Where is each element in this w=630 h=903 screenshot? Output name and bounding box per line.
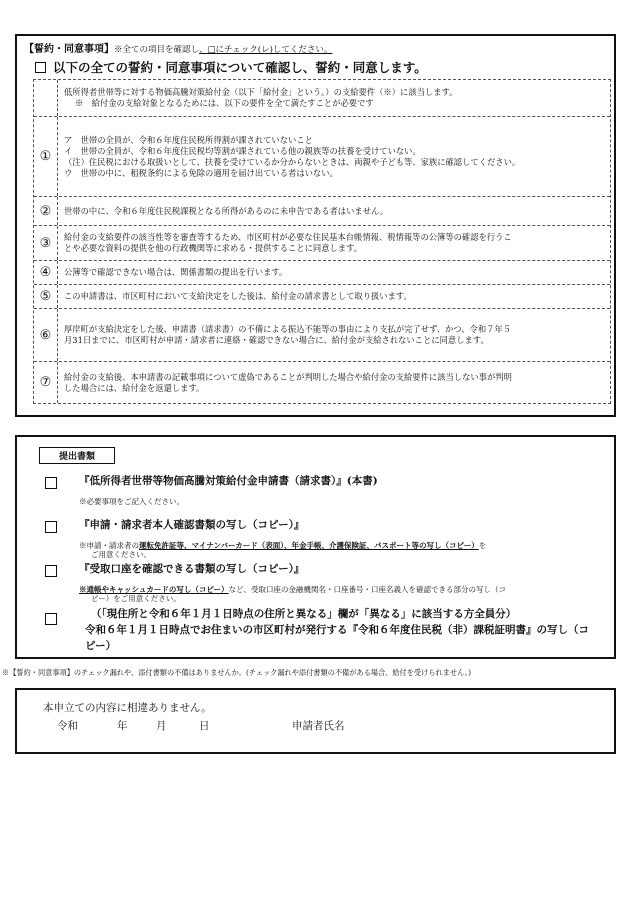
pledge-title: 以下の全ての誓約・同意事項について確認し、誓約・同意します。 [53,60,427,75]
pledge-intro-num [34,80,58,116]
pledge-intro-line: ※ 給付金の支給対象となるためには、以下の要件を全て満たすことが必要です [75,98,374,108]
pledge-item-4 [34,260,610,284]
pledge-header [24,40,332,55]
document-title: ピー） [85,640,117,652]
pledge-item-line: 給付金の支給後、本申請書の記載事項について虚偽であることが判明した場合や給付金の支給要件に該当しない事が判明 [64,371,512,382]
document-note-emphasis: ※通帳やキャッシュカードの写し（コピー） [79,585,229,594]
document-checkbox[interactable] [45,613,57,625]
pledge-section [15,34,616,417]
pledge-item-2 [34,196,610,225]
documents-section [15,435,616,659]
pledge-item-num: ⑥ [34,309,58,361]
pledge-agree-checkbox[interactable] [35,62,46,73]
document-item-id [45,517,606,565]
document-checkbox[interactable] [45,565,57,577]
pledge-item-line: した場合には、給付金を返還します。 [64,382,205,393]
document-note-text: を [478,541,487,550]
document-item-tax-certificate [45,605,606,653]
document-checkbox[interactable] [45,477,57,489]
pledge-item-3 [34,225,610,260]
pledge-intro-row [34,80,610,116]
pledge-item-content [58,197,610,225]
date-year: 年 [117,720,128,732]
pledge-item-line: イ 世帯の全員が、令和６年度住民税均等割が課されている他の親族等の扶養を受けていない。 [64,145,421,156]
pledge-item-content [58,117,610,196]
pledge-item-7 [34,361,610,403]
pledge-item-line: ウ 世帯の中に、租税条約による免除の適用を届け出ている者はいない。 [64,167,338,178]
pledge-item-line: （注）住民税における取扱いとして、扶養を受けているか分からないときは、両親や子ども等、家族に確認してください。 [64,156,521,167]
document-item-bank [45,561,606,609]
document-note [79,541,486,559]
pledge-item-1 [34,116,610,196]
pledge-item-5 [34,284,610,308]
date-day: 日 [199,720,210,732]
pledge-header-note-a: ※全ての項目を確認し [114,45,200,55]
document-title: （「現住所と令和６年１月１日時点の住所と異なる」欄が「異なる」に該当する方全員分） [91,608,517,620]
document-note-text: ※申請・請求者の [79,541,139,550]
pledge-item-6 [34,308,610,361]
pledge-item-content [58,309,610,361]
pledge-item-num: ⑦ [34,362,58,403]
pledge-item-line: この申請書は、市区町村において支給決定をした後は、給付金の請求書として取り扱います。 [64,291,412,301]
date-month: 月 [156,720,167,732]
document-title: 『申請・請求者本人確認書類の写し（コピー）』 [79,519,305,531]
document-note-text: など、受取口座の金融機関名・口座番号・口座名義人を確認できる部分の写し（コ [228,585,507,594]
document-title: 令和６年１月１日時点でお住まいの市区町村が発行する『令和６年度住民税（非）課税証明書』の写し（コ [85,624,589,636]
pledge-item-content [58,261,610,284]
pledge-agree-all [35,58,427,76]
pledge-item-line: 公簿等で確認できない場合は、関係書類の提出を行います。 [64,267,288,277]
document-note-text: ピー）をご用意ください。 [91,594,181,603]
pledge-item-line: 月31日までに、市区町村が申請・請求者に連絡・確認できない場合に、給付金が支給されないことに同意します。 [64,335,489,345]
pledge-header-label: 【誓約・同意事項】 [24,44,114,55]
document-title: 『受取口座を確認できる書類の写し（コピー）』 [79,563,305,575]
declaration-section [15,688,616,754]
pledge-item-line: ア 世帯の全員が、令和６年度住民税所得割が課されていないこと [64,134,313,145]
pledge-item-num: ④ [34,261,58,284]
pledge-intro-line: 低所得者世帯等に対する物価高騰対策給付金（以下「給付金」という。）の支給要件（※）に該当します。 [64,87,458,97]
declaration-text: 本申立ての内容に相違ありません。 [43,702,212,714]
pledge-item-line: とや必要な資料の提供を他の行政機関等に求める・提供することに同意します。 [64,243,363,253]
pledge-item-line: 給付金の支給要件の該当性等を審査等するため、市区町村が必要な住民基本台帳情報、税情報等の公簿等の確認を行うこ [64,232,512,242]
document-checkbox[interactable] [45,521,57,533]
footnote: ※【誓約・同意事項】のチェック漏れや、添付書類の不備はありませんか。(チェック漏れや添付書類の不備がある場合、給付を受けられません。) [2,668,472,677]
document-note: ※必要事項をご記入ください。 [79,497,184,506]
document-item-application [45,473,606,509]
pledge-item-line: 世帯の中に、令和６年度住民税課税となる所得があるのに未申告である者はいません。 [64,205,389,216]
pledge-item-num: ⑤ [34,285,58,308]
document-note-text: ご用意ください。 [91,550,151,559]
document-title: 『低所得者世帯等物価高騰対策給付金申請書（請求書）』(本書) [79,475,378,487]
documents-label: 提出書類 [39,447,115,464]
pledge-item-num: ③ [34,226,58,260]
document-note-emphasis: 運転免許証等、マイナンバーカード（表面）、年金手帳、介護保険証、パスポート等の写し（コピー） [139,541,479,550]
pledge-item-content [58,285,610,308]
pledge-item-content [58,226,610,260]
document-note [79,585,506,603]
pledge-items [33,79,611,404]
pledge-item-content [58,362,610,403]
pledge-item-line: 厚岸町が支給決定をした後、申請書（請求書）の不備による振込不能等の事由により支払が完了せず、かつ、令和７年５ [64,324,512,334]
applicant-name-label: 申請者氏名 [292,720,345,732]
pledge-item-num: ① [34,117,58,196]
date-era: 令和 [57,720,78,732]
pledge-item-num: ② [34,197,58,225]
pledge-header-note-b: 、□にチェック(レ)してください。 [199,45,333,55]
pledge-intro [58,80,610,116]
